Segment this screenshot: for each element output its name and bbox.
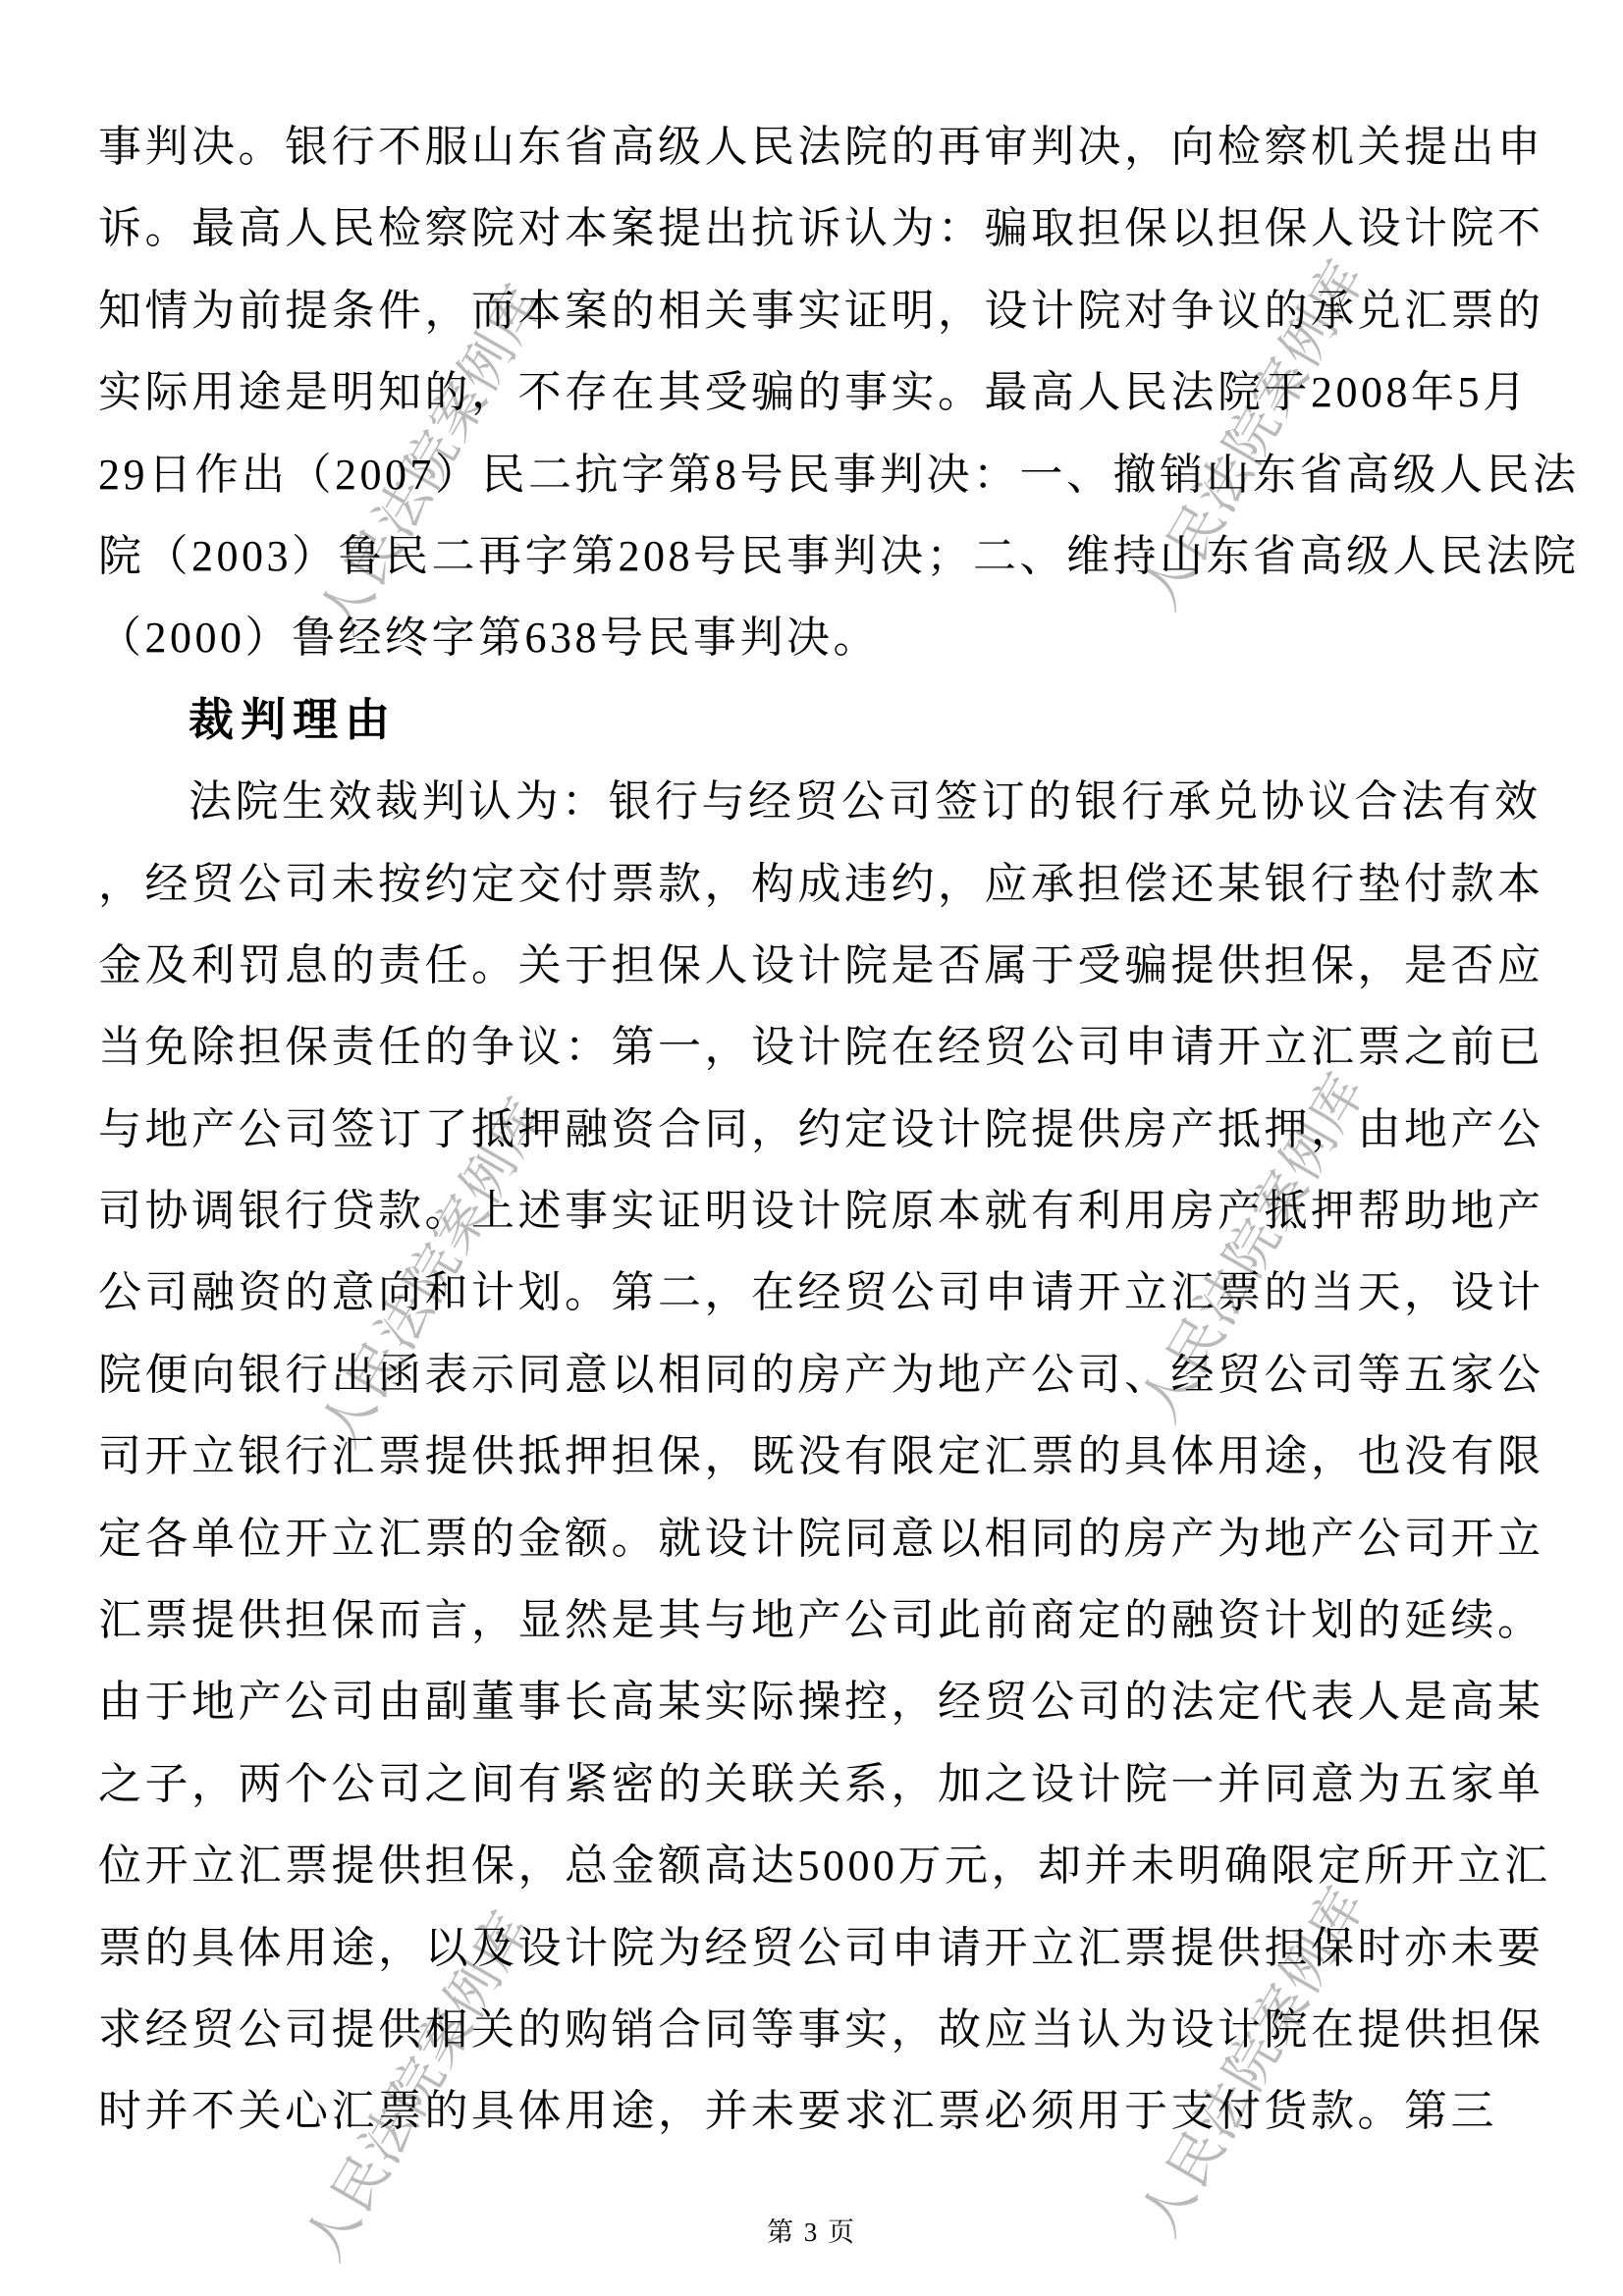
text-line: 司开立银行汇票提供抵押担保，既没有限定汇票的具体用途，也没有限 [98,1432,1544,1481]
page-number: 第 3 页 [767,2217,856,2247]
text-line: 求经贸公司提供相关的购销合同等事实，故应当认为设计院在提供担保 [98,2004,1544,2054]
text-line: 之子，两个公司之间有紧密的关联关系，加之设计院一并同意为五家单 [98,1759,1544,1808]
text-line: 与地产公司签订了抵押融资合同，约定设计院提供房产抵押，由地产公 [98,1104,1544,1153]
text-line: 司协调银行贷款。上述事实证明设计院原本就有利用房产抵押帮助地产 [98,1187,1544,1236]
document-body [98,106,1580,2153]
watermark-text: 人民法院案例库 [1129,1062,1378,1432]
watermark-text: 人民法院案例库 [1129,1876,1378,2246]
text-line: 实际用途是明知的，不存在其受骗的事实。最高人民法院于2008年5月 [98,368,1530,417]
section-heading: 裁判理由 [189,693,397,745]
text-line: ，经贸公司未按约定交付票款，构成违约，应承担偿还某银行垫付款本 [98,859,1544,908]
text-line: 票的具体用途，以及设计院为经贸公司申请开立汇票提供担保时亦未要 [98,1923,1544,1972]
text-line: 诉。最高人民检察院对本案提出抗诉认为：骗取担保以担保人设计院不 [98,204,1544,253]
text-line: 当免除担保责任的争议：第一，设计院在经贸公司申请开立汇票之前已 [98,1023,1544,1072]
text-line: 院（2003）鲁民二再字第208号民事判决；二、维持山东省高级人民法院 [98,531,1580,580]
watermark-text: 人民法院案例库 [294,1900,542,2270]
text-line: 法院生效裁判认为：银行与经贸公司签订的银行承兑协议合法有效 [189,777,1542,827]
watermark-text: 人民法院案例库 [1129,249,1378,619]
text-line: 知情为前提条件，而本案的相关事实证明，设计院对争议的承兑汇票的 [98,286,1544,335]
text-line: 位开立汇票提供担保，总金额高达5000万元，却并未明确限定所开立汇 [98,1842,1551,1891]
text-line: （2000）鲁经终字第638号民事判决。 [98,614,880,663]
text-line: 29日作出（2007）民二抗字第8号民事判决：一、撤销山东省高级人民法 [98,450,1580,499]
text-line: 事判决。银行不服山东省高级人民法院的再审判决，向检察机关提出申 [98,123,1544,171]
text-line: 定各单位开立汇票的金额。就设计院同意以相同的房产为地产公司开立 [98,1514,1544,1563]
text-line: 金及利罚息的责任。关于担保人设计院是否属于受骗提供担保，是否应 [98,940,1544,989]
text-line: 由于地产公司由副董事长高某实际操控，经贸公司的法定代表人是高某 [98,1678,1544,1727]
text-line: 院便向银行出函表示同意以相同的房产为地产公司、经贸公司等五家公 [98,1350,1544,1399]
text-line: 汇票提供担保而言，显然是其与地产公司此前商定的融资计划的延续。 [98,1596,1544,1645]
text-line: 时并不关心汇票的具体用途，并未要求汇票必须用于支付货款。第三 [98,2087,1497,2136]
text-line: 公司融资的意向和计划。第二，在经贸公司申请开立汇票的当天，设计 [98,1268,1544,1317]
watermark-text: 人民法院案例库 [307,274,556,644]
page-footer [0,2211,1623,2249]
watermark-text: 人民法院案例库 [309,1087,558,1457]
